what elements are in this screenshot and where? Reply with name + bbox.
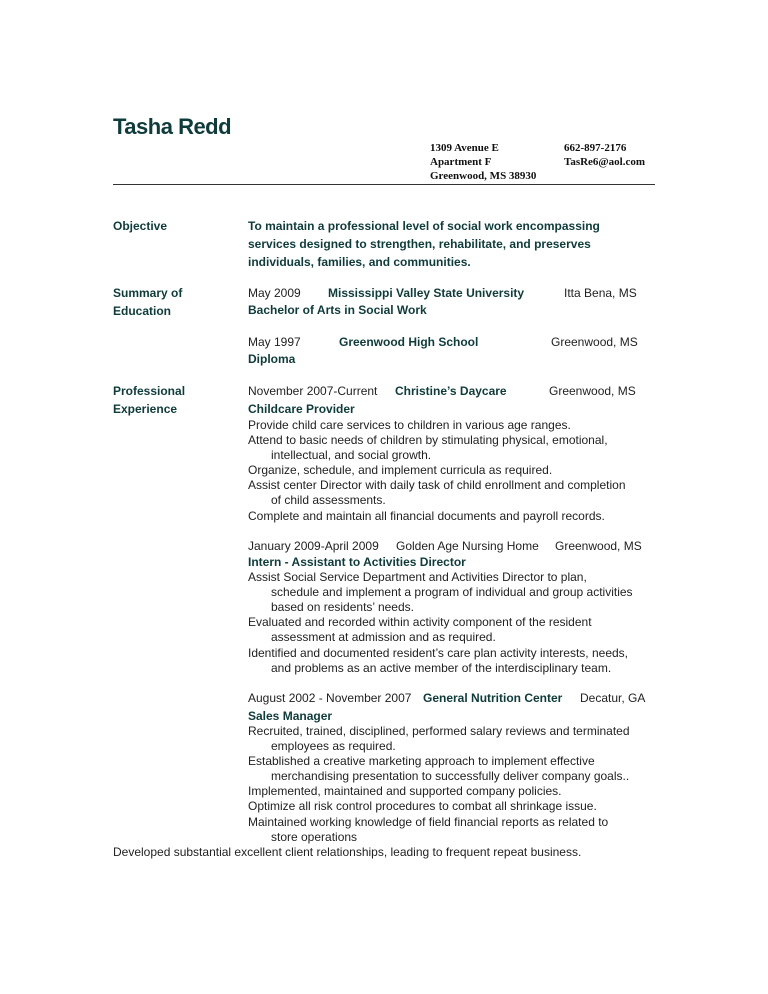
job-employer: General Nutrition Center (423, 691, 563, 705)
job-duty: assessment at admission and as required. (271, 630, 496, 644)
job-title: Intern - Assistant to Activities Director (248, 555, 466, 569)
education-heading-line-2: Education (113, 304, 172, 318)
job-duty: Assist Social Service Department and Activities Director to plan, (248, 570, 587, 584)
job-duty: Assist center Director with daily task of child enrollment and completion (248, 478, 626, 492)
job-duty: Maintained working knowledge of field financial reports as related to (248, 815, 609, 829)
address-line-2: Apartment F (430, 156, 492, 168)
experience-heading-line-2: Experience (113, 402, 178, 416)
job-duty: Established a creative marketing approach to implement effective (248, 754, 595, 768)
education-degree: Diploma (248, 352, 296, 366)
job-duty: intellectual, and social growth. (271, 448, 432, 462)
objective-text: To maintain a professional level of social work encompassing services designed to strengthen, rehabilitate, and preserves individuals, families, and communities. (248, 219, 600, 269)
header-divider (113, 184, 655, 185)
job-duty: Recruited, trained, disciplined, performed salary reviews and terminated (248, 724, 630, 738)
job-duty: Implemented, maintained and supported company policies. (248, 784, 562, 798)
trailing-duty: Developed substantial excellent client relationships, leading to frequent repeat business. (113, 845, 582, 859)
resume-name: Tasha Redd (113, 114, 232, 139)
job-duty: Organize, schedule, and implement curricula as required. (248, 463, 553, 477)
contact-block (564, 141, 645, 169)
job-date: August 2002 - November 2007 (248, 691, 412, 705)
email-address: TasRe6@aol.com (564, 156, 646, 168)
job-duty: store operations (271, 830, 358, 844)
job-title: Sales Manager (248, 709, 333, 723)
job-duty: Evaluated and recorded within activity component of the resident (248, 615, 592, 629)
job-duty: and problems as an active member of the interdisciplinary team. (271, 661, 612, 675)
job-location: Greenwood, MS (549, 384, 636, 398)
address-line-3: Greenwood, MS 38930 (430, 170, 537, 182)
experience-heading-line-1: Professional (113, 384, 186, 398)
education-date: May 1997 (248, 335, 301, 349)
job-date: January 2009-April 2009 (248, 539, 379, 553)
job-duty: Complete and maintain all financial documents and payroll records. (248, 509, 605, 523)
education-location: Itta Bena, MS (564, 286, 637, 300)
job-title: Childcare Provider (248, 402, 355, 416)
address-block (430, 141, 536, 183)
education-heading (113, 284, 182, 320)
experience-heading (113, 382, 185, 418)
job-duty: merchandising presentation to successfully deliver company goals.. (271, 769, 630, 783)
job-employer: Golden Age Nursing Home (396, 539, 539, 553)
job-location: Greenwood, MS (555, 539, 642, 553)
address-line-1: 1309 Avenue E (430, 142, 499, 154)
education-degree: Bachelor of Arts in Social Work (248, 303, 427, 317)
job-duty: schedule and implement a program of individual and group activities (271, 585, 633, 599)
job-duty: Attend to basic needs of children by stimulating physical, emotional, (248, 433, 608, 447)
job-duty: Optimize all risk control procedures to combat all shrinkage issue. (248, 799, 597, 813)
education-date: May 2009 (248, 286, 301, 300)
job-duty: Provide child care services to children in various age ranges. (248, 418, 571, 432)
education-heading-line-1: Summary of (113, 286, 183, 300)
education-school: Greenwood High School (339, 335, 479, 349)
education-location: Greenwood, MS (551, 335, 638, 349)
phone-number: 662-897-2176 (564, 142, 627, 154)
job-duty: of child assessments. (271, 493, 386, 507)
job-date: November 2007-Current (248, 384, 378, 398)
job-duty: Identified and documented resident’s care plan activity interests, needs, (248, 646, 629, 660)
education-school: Mississippi Valley State University (328, 286, 525, 300)
job-duty: based on residents’ needs. (271, 600, 414, 614)
job-employer: Christine’s Daycare (395, 384, 507, 398)
objective-heading: Objective (113, 219, 168, 233)
job-location: Decatur, GA (580, 691, 646, 705)
job-duty: employees as required. (271, 739, 396, 753)
